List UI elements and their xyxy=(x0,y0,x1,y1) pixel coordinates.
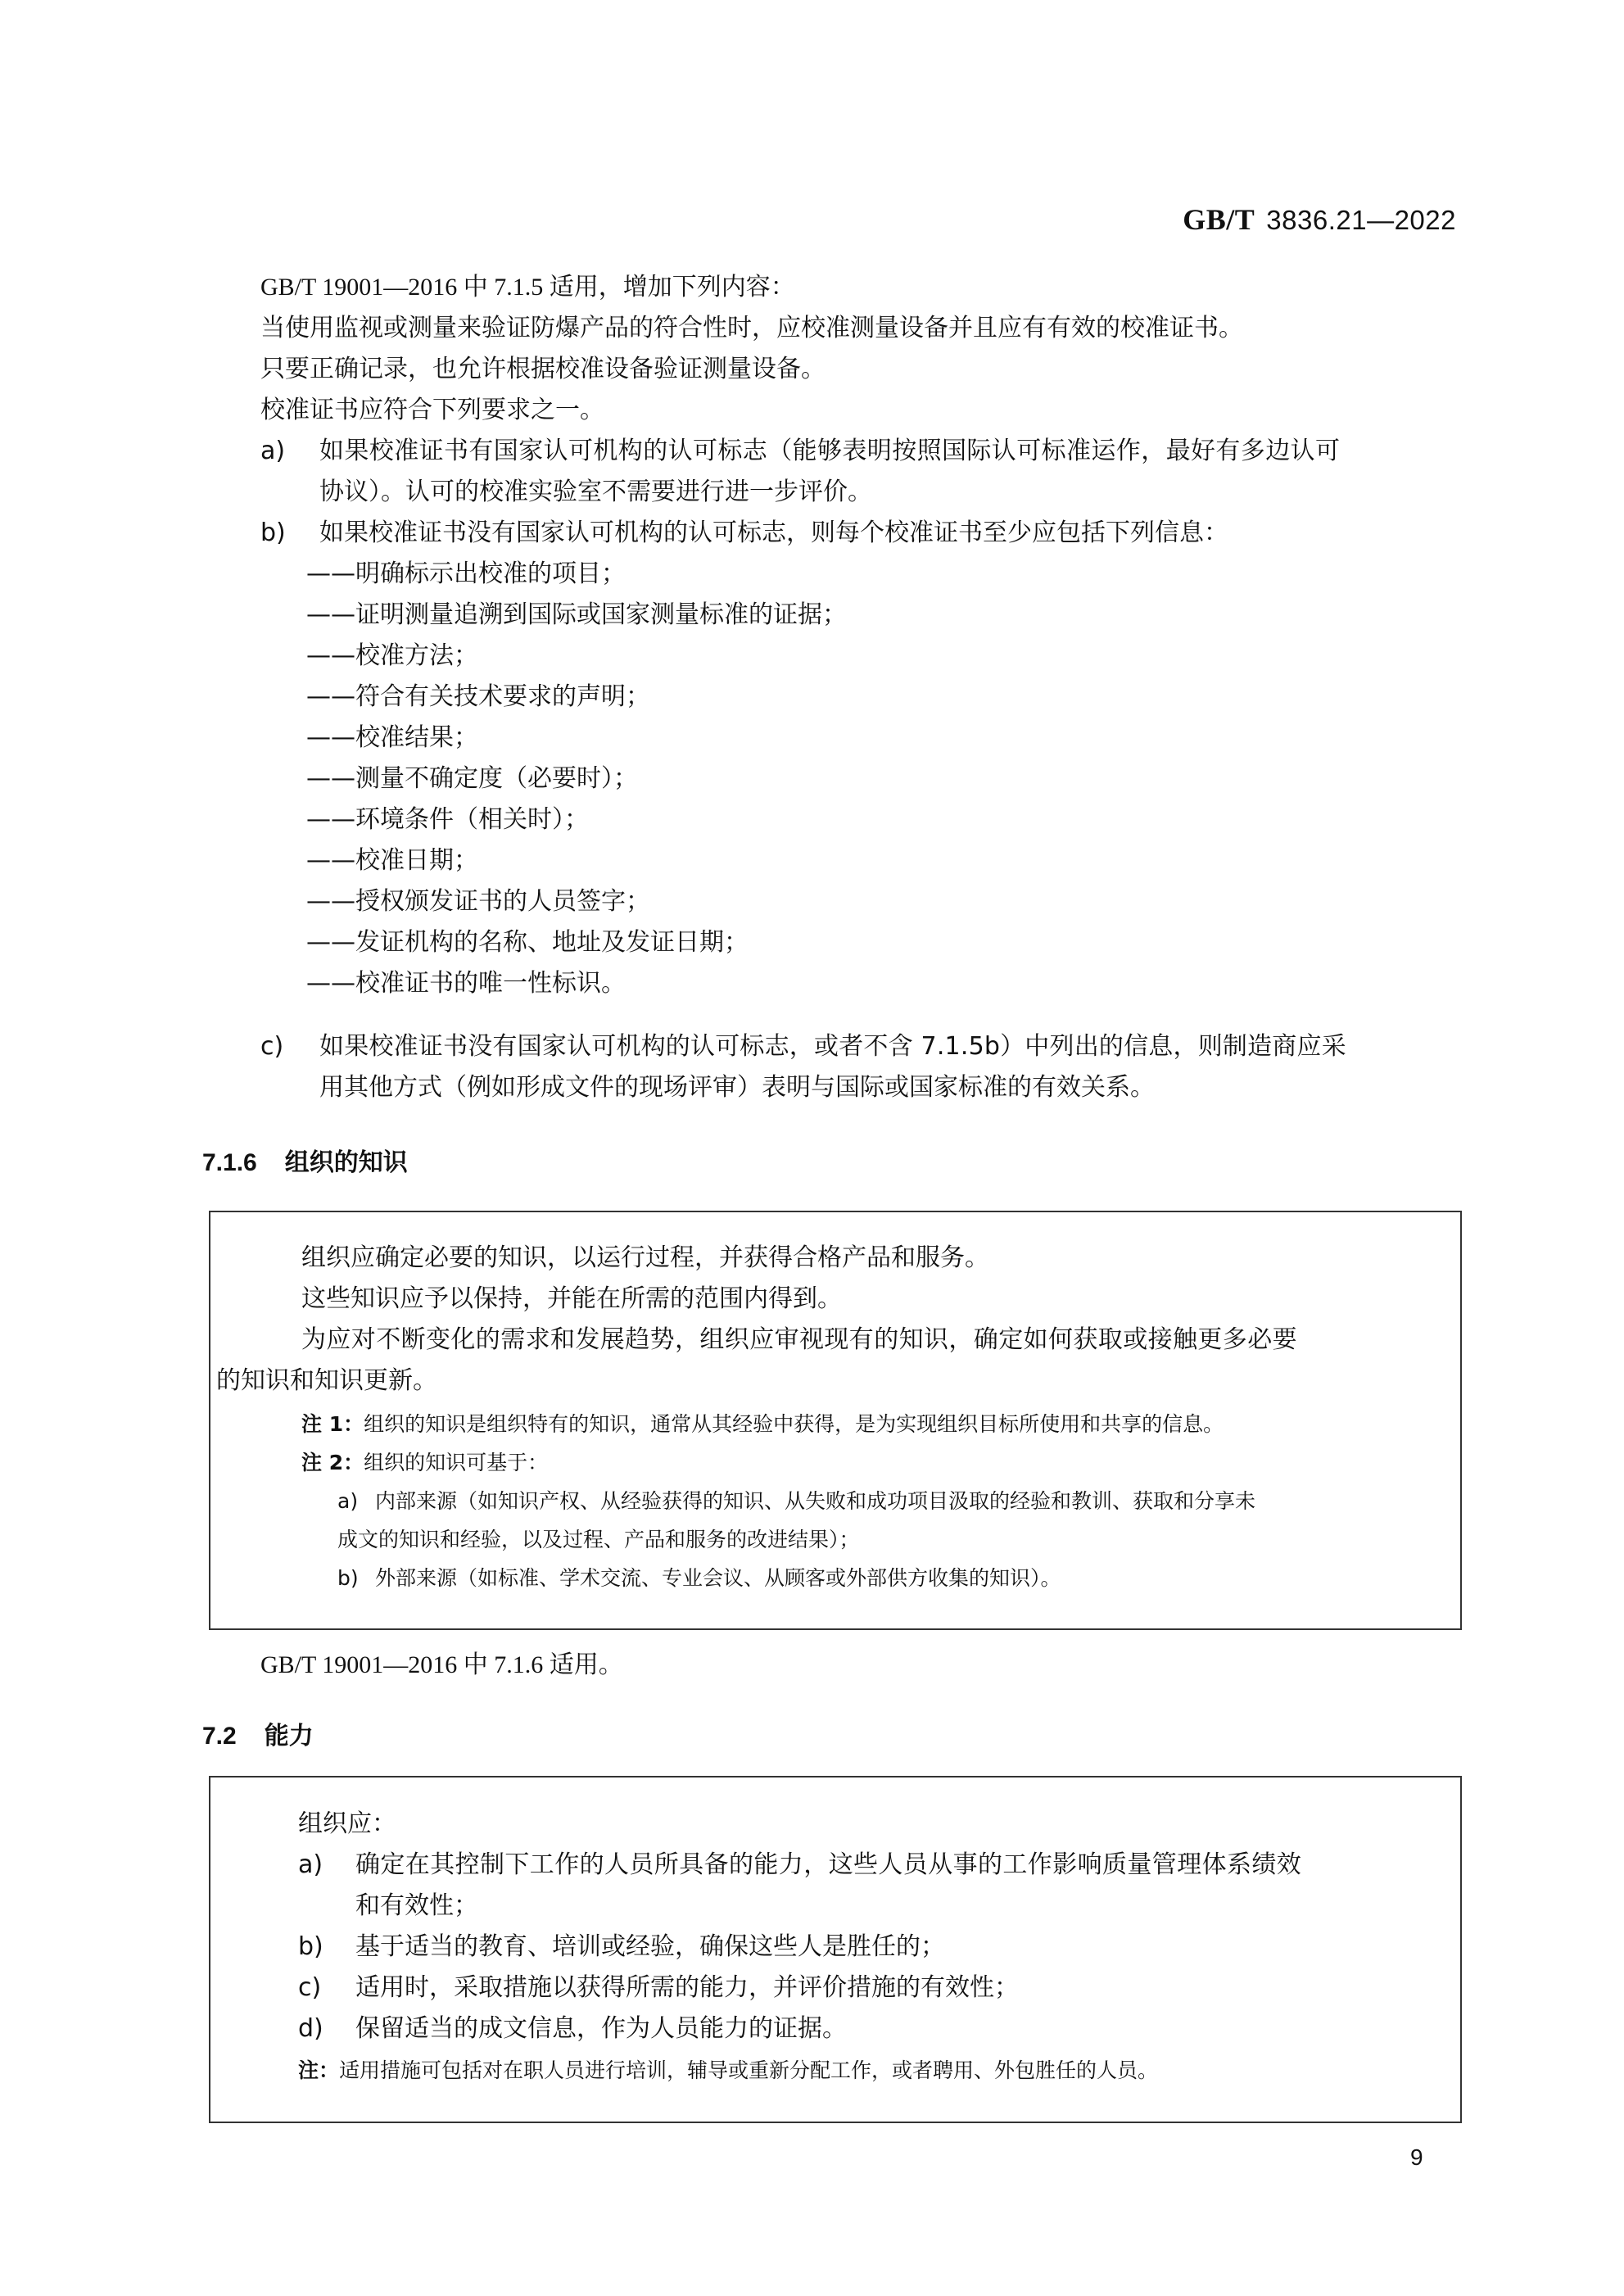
section-title: 能力 xyxy=(264,1722,314,1750)
note-text: 组织的知识是组织特有的知识，通常从其经验中获得，是为实现组织目标所使用和共享的信息。 xyxy=(364,1412,1224,1436)
note-1 xyxy=(301,1414,1224,1434)
section-number: 7.2 xyxy=(202,1723,237,1750)
note-label: 注： xyxy=(298,2058,340,2082)
note xyxy=(298,2060,1158,2081)
section-715-paragraph-3: 校准证书应符合下列要求之一。 xyxy=(260,396,604,424)
standard-prefix: GB/T xyxy=(1183,203,1255,236)
list-item-c-line-2: 用其他方式（例如形成文件的现场评审）表明与国际或国家标准的有效关系。 xyxy=(319,1073,1155,1102)
dash-item: ——环境条件（相关时）； xyxy=(306,805,589,834)
section-716-applicability: GB/T 19001—2016 中 7.1.6 适用。 xyxy=(260,1651,623,1678)
note-list-item-a-line-1: 内部来源（如知识产权、从经验获得的知识、从失败和成功项目汲取的经验和教训、获取和分享未 xyxy=(375,1489,1256,1513)
section-715-intro: GB/T 19001—2016 中 7.1.5 适用，增加下列内容： xyxy=(260,274,795,301)
dash-item: ——明确标示出校准的项目； xyxy=(306,559,626,588)
list-item-a-line-2: 协议）。认可的校准实验室不需要进行进一步评价。 xyxy=(319,478,872,506)
list-item-marker: a) xyxy=(260,437,286,465)
section-716-heading xyxy=(202,1142,408,1178)
list-item-marker: c) xyxy=(260,1032,284,1061)
note-label: 注 2： xyxy=(301,1451,364,1474)
note-text: 适用措施可包括对在职人员进行培训，辅导或重新分配工作，或者聘用、外包胜任的人员。 xyxy=(339,2058,1159,2082)
section-715-paragraph-2: 只要正确记录，也允许根据校准设备验证测量设备。 xyxy=(260,355,826,383)
dash-item: ——发证机构的名称、地址及发证日期； xyxy=(306,928,749,957)
list-item-a-line-1: 如果校准证书有国家认可机构的认可标志（能够表明按照国际认可标准运作，最好有多边认可 xyxy=(319,437,1341,465)
section-715-paragraph-1: 当使用监视或测量来验证防爆产品的符合性时，应校准测量设备并且应有有效的校准证书。 xyxy=(260,314,1243,342)
section-number: 7.1.6 xyxy=(202,1149,257,1176)
note-2 xyxy=(301,1452,548,1473)
list-item-d-line-1: 保留适当的成文信息，作为人员能力的证据。 xyxy=(355,2014,847,2043)
list-item-a-line-1: 确定在其控制下工作的人员所具备的能力，这些人员从事的工作影响质量管理体系绩效 xyxy=(355,1850,1302,1879)
list-item-marker: d) xyxy=(298,2014,323,2043)
list-item-marker: a) xyxy=(298,1850,323,1879)
dash-item: ——证明测量追溯到国际或国家测量标准的证据； xyxy=(306,600,847,629)
section-72-heading xyxy=(202,1715,314,1751)
dash-item: ——校准结果； xyxy=(306,723,478,752)
list-item-c-line-1: 适用时，采取措施以获得所需的能力，并评价措施的有效性； xyxy=(355,1973,1019,2002)
dash-item: ——符合有关技术要求的声明； xyxy=(306,682,650,711)
list-item-marker: a) xyxy=(337,1489,359,1513)
standard-number: 3836.21—2022 xyxy=(1266,205,1456,235)
box-paragraph-3-line-2: 的知识和知识更新。 xyxy=(216,1366,437,1395)
list-item-marker: b) xyxy=(260,519,286,547)
section-title: 组织的知识 xyxy=(284,1148,408,1177)
note-list-item-a-line-2: 成文的知识和经验，以及过程、产品和服务的改进结果）； xyxy=(337,1528,860,1551)
box-paragraph-2: 这些知识应予以保持，并能在所需的范围内得到。 xyxy=(301,1284,842,1313)
page-number: 9 xyxy=(1410,2144,1423,2170)
dash-item: ——校准方法； xyxy=(306,641,478,670)
dash-item: ——校准证书的唯一性标识。 xyxy=(306,969,626,998)
note-label: 注 1： xyxy=(301,1412,364,1436)
dash-item: ——测量不确定度（必要时）； xyxy=(306,764,638,793)
dash-item: ——授权颁发证书的人员签字； xyxy=(306,887,650,916)
box-intro: 组织应： xyxy=(298,1809,396,1838)
list-item-marker: b) xyxy=(337,1566,359,1590)
list-item-b-line-1: 如果校准证书没有国家认可机构的认可标志，则每个校准证书至少应包括下列信息： xyxy=(319,519,1228,547)
note-text: 组织的知识可基于： xyxy=(364,1451,549,1474)
list-item-a-line-2: 和有效性； xyxy=(355,1891,478,1920)
list-item-marker: b) xyxy=(298,1932,323,1961)
box-paragraph-3-line-1: 为应对不断变化的需求和发展趋势，组织应审视现有的知识，确定如何获取或接触更多必要 xyxy=(301,1325,1297,1354)
dash-item: ——校准日期； xyxy=(306,846,478,875)
list-item-c-line-1: 如果校准证书没有国家认可机构的认可标志，或者不含 7.1.5b）中列出的信息，则制造商应采 xyxy=(319,1032,1346,1061)
note-list-item-b-line-1: 外部来源（如标准、学术交流、专业会议、从顾客或外部供方收集的知识）。 xyxy=(375,1566,1061,1590)
list-item-marker: c) xyxy=(298,1973,322,2002)
box-paragraph-1: 组织应确定必要的知识，以运行过程，并获得合格产品和服务。 xyxy=(301,1243,989,1272)
standard-code-header xyxy=(1183,202,1456,237)
list-item-b-line-1: 基于适当的教育、培训或经验，确保这些人是胜任的； xyxy=(355,1932,945,1961)
